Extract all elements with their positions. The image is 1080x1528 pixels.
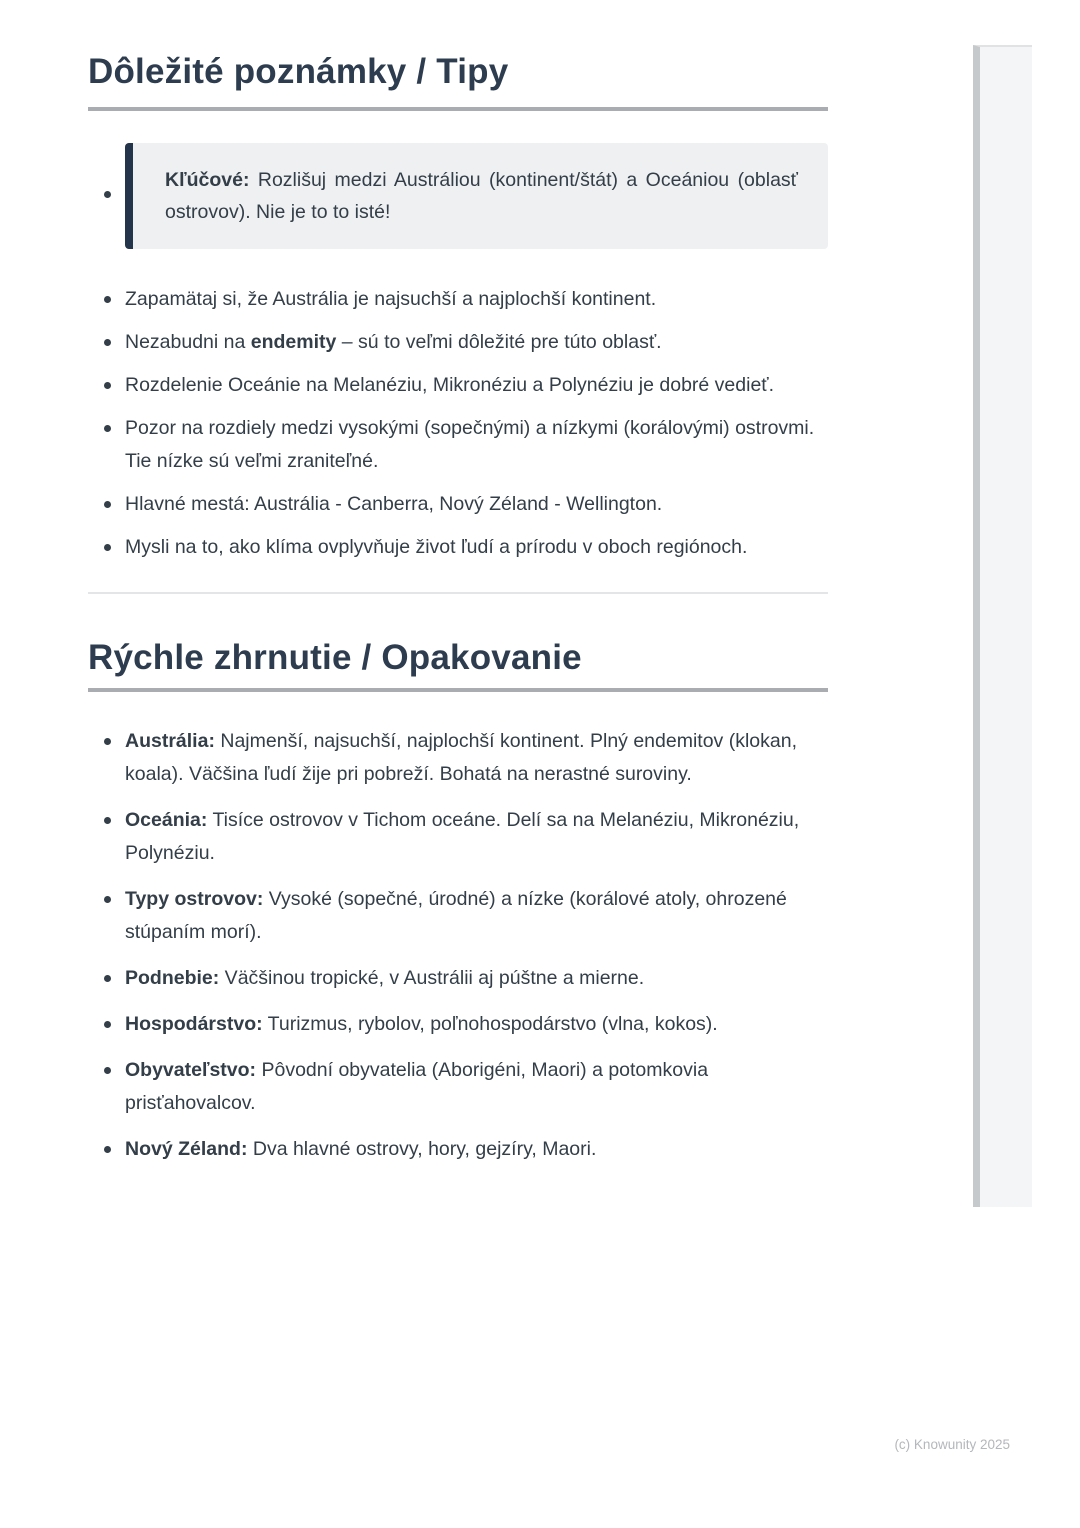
list-item	[88, 488, 828, 521]
list-item	[88, 283, 828, 316]
item-text: Tisíce ostrovov v Tichom oceáne. Delí sa na Melanéziu, Mikronéziu, Polynéziu.	[125, 809, 800, 864]
item-bold: Typy ostrovov:	[125, 888, 264, 910]
summary-list	[88, 725, 828, 1166]
callout-text: Rozlišuj medzi Austráliou (kontinent/štát) a Oceániou (oblasť ostrovov). Nie je to to isté!	[165, 169, 798, 223]
list-item	[88, 143, 828, 249]
key-callout	[125, 143, 828, 249]
item-bold: Oceánia:	[125, 809, 208, 831]
notes-section-title: Dôležité poznámky / Tipy	[88, 52, 509, 91]
copyright-footer: (c) Knowunity 2025	[894, 1437, 1010, 1452]
list-item	[88, 725, 828, 791]
section-divider	[88, 592, 828, 594]
item-text: Nezabudni na	[125, 331, 251, 353]
title-underline	[88, 107, 828, 111]
item-text: Vysoké (sopečné, úrodné) a nízke (korálové atoly, ohrozené stúpaním morí).	[125, 888, 787, 943]
item-bold: Nový Zéland:	[125, 1138, 248, 1160]
list-item	[88, 1008, 828, 1041]
document-content	[88, 50, 828, 1179]
item-text: Turizmus, rybolov, poľnohospodárstvo (vlna, kokos).	[262, 1013, 718, 1035]
list-item	[88, 883, 828, 949]
list-item	[88, 369, 828, 402]
item-text: Mysli na to, ako klíma ovplyvňuje život ľudí a prírodu v oboch regiónoch.	[125, 536, 748, 558]
right-scrollbar-track	[973, 45, 1032, 1207]
list-item	[88, 326, 828, 359]
notes-list	[88, 283, 828, 564]
list-item	[88, 1054, 828, 1120]
item-bold: endemity	[250, 331, 337, 353]
item-bold: Podnebie:	[125, 967, 220, 989]
item-text: Pôvodní obyvatelia (Aborigéni, Maori) a potomkovia prisťahovalcov.	[125, 1059, 709, 1114]
item-text: Hlavné mestá: Austrália - Canberra, Nový Zéland - Wellington.	[125, 493, 663, 515]
item-text: Pozor na rozdiely medzi vysokými (sopečnými) a nízkymi (korálovými) ostrovmi. Tie nízke sú veľmi zraniteľné.	[125, 417, 815, 472]
list-item	[88, 962, 828, 995]
list-item	[88, 531, 828, 564]
item-text: Rozdelenie Oceánie na Melanéziu, Mikronéziu a Polynéziu je dobré vedieť.	[125, 374, 775, 396]
list-item	[88, 412, 828, 478]
item-text: Najmenší, najsuchší, najplochší kontinent. Plný endemitov (klokan, koala). Väčšina ľudí žije pri pobreží. Bohatá na nerastné suroviny.	[125, 730, 798, 785]
item-text: Zapamätaj si, že Austrália je najsuchší a najplochší kontinent.	[125, 288, 657, 310]
callout-bold-label: Kľúčové:	[165, 169, 250, 191]
item-bold: Austrália:	[125, 730, 215, 752]
item-bold: Hospodárstvo:	[125, 1013, 263, 1035]
item-text: Väčšinou tropické, v Austrálii aj púštne a mierne.	[219, 967, 645, 989]
title-underline	[88, 688, 828, 692]
item-bold: Obyvateľstvo:	[125, 1059, 257, 1081]
list-item	[88, 804, 828, 870]
summary-section-title: Rýchle zhrnutie / Opakovanie	[88, 638, 582, 677]
item-text: Dva hlavné ostrovy, hory, gejzíry, Maori.	[247, 1138, 597, 1160]
list-item	[88, 1133, 828, 1166]
scrollbar-thumb[interactable]	[973, 47, 980, 1207]
callout-list	[88, 143, 828, 249]
item-text: – sú to veľmi dôležité pre túto oblasť.	[336, 331, 662, 353]
